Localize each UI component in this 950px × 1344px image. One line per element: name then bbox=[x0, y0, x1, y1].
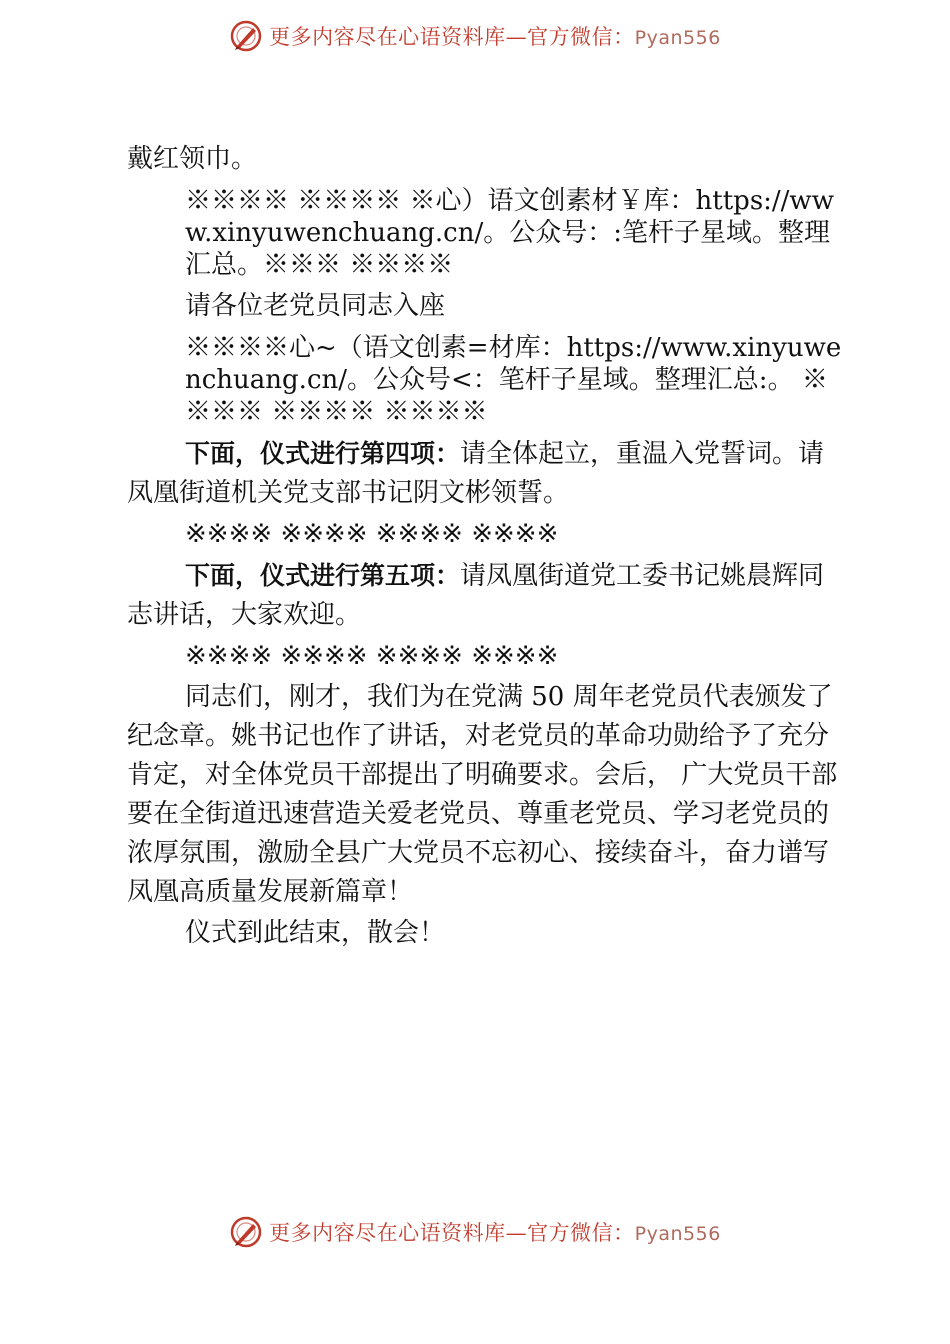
banner-separator: — bbox=[505, 1221, 528, 1245]
separator-marks-1: ※※※※ ※※※※ ※※※※ ※※※※ bbox=[185, 519, 559, 549]
item-five-heading: 下面，仪式进行第五项： bbox=[185, 561, 461, 590]
paragraph-seat: 请各位老党员同志入座 bbox=[185, 291, 446, 321]
banner-wechat-label: 官方微信： bbox=[527, 25, 635, 49]
item-four-heading: 下面，仪式进行第四项： bbox=[185, 439, 461, 468]
footer-banner bbox=[0, 1212, 950, 1252]
banner-main-text: 更多内容尽在心语资料库 bbox=[269, 25, 506, 49]
banner-text bbox=[269, 21, 721, 51]
paragraph-closing-speech: 同志们，刚才，我们为在党满 50 周年老党员代表颁发了纪念章。姚书记也作了讲话，对老党员的革命功勋给予了充分肯定，对全体党员干部提出了明确要求。会后， 广大党员干部要在全街道迅速营造关爱老党员、尊重老党员、学习老党员的浓厚氛围，激励全县广大党员不忘初心、接续奋斗，奋力谱写凤凰高质量发展新篇章！ bbox=[127, 682, 838, 907]
paragraph-1: 戴红领巾。 bbox=[127, 144, 258, 174]
paragraph-item-five bbox=[127, 556, 847, 635]
banner-main-text: 更多内容尽在心语资料库 bbox=[269, 1221, 506, 1245]
banner-wechat-id: Pyan556 bbox=[634, 1223, 721, 1245]
document-body bbox=[127, 140, 847, 955]
watermark-paragraph-2: ※※※※心~（语文创素=材库：https://www.xinyuwenchuang.cn/。公众号<：笔杆子星域。整理汇总:。 ※※※※ ※※※※ ※※※※ bbox=[185, 333, 842, 427]
banner-wechat-label: 官方微信： bbox=[527, 1221, 635, 1245]
banner-wechat-id: Pyan556 bbox=[634, 27, 721, 49]
watermark-paragraph-1: ※※※※ ※※※※ ※心）语文创素材￥库：https://www.xinyuwenchuang.cn/。公众号：:笔杆子星域。整理汇总。※※※ ※※※※ bbox=[185, 186, 834, 280]
item-five-text: 请凤凰街道党工委书记姚晨辉同志讲话，大家欢迎。 bbox=[127, 561, 825, 630]
pen-logo-icon bbox=[229, 19, 263, 53]
paragraph-item-four bbox=[127, 434, 847, 513]
header-banner bbox=[0, 16, 950, 56]
paragraph-end: 仪式到此结束，散会！ bbox=[185, 918, 446, 948]
pen-logo-icon bbox=[229, 1215, 263, 1249]
banner-text bbox=[269, 1217, 721, 1247]
banner-separator: — bbox=[505, 25, 528, 49]
separator-marks-2: ※※※※ ※※※※ ※※※※ ※※※※ bbox=[185, 641, 559, 671]
item-four-text: 请全体起立，重温入党誓词。请凤凰街道机关党支部书记阴文彬领誓。 bbox=[127, 439, 825, 508]
